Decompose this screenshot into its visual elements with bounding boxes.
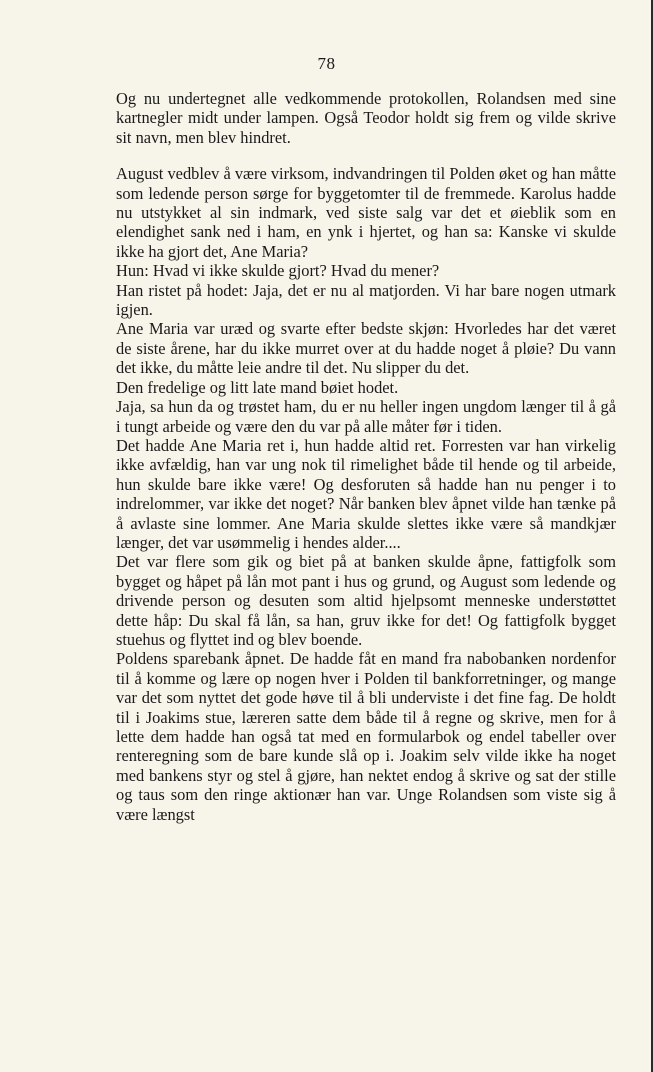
- page-number: 78: [317, 54, 336, 73]
- paragraph: Han ristet på hodet: Jaja, det er nu al matjorden. Vi har bare nogen utmark igjen.: [116, 280, 616, 320]
- paragraph: Jaja, sa hun da og trøstet ham, du er nu heller ingen ungdom længer til å gå i tungt arbeide og være den du var på alle måter før i tiden.: [116, 397, 616, 436]
- paragraph: Hun: Hvad vi ikke skulde gjort? Hvad du mener?: [116, 261, 440, 281]
- paragraph: Ane Maria var uræd og svarte efter bedste skjøn: Hvorledes har det været de siste årene, har du ikke murret over at du hadde noget å pløie? Du vann det ikke, du måtte leie andre til det. Nu slipper du det.: [116, 319, 616, 378]
- paragraph: August vedblev å være virksom, indvandringen til Polden øket og han måtte som ledende person sørge for byggetomter til de fremmede. Karolus hadde nu utstykket al sin indmark, ved siste salg var det et øieblik som en elendighet sank ned i ham, en ynk i hjertet, og han sa: Kanske vi skulde ikke ha gjort det, Ane Maria?: [116, 164, 616, 261]
- paragraph: Det var flere som gik og biet på at banken skulde åpne, fattigfolk som bygget og håpet på lån mot pant i hus og grund, og August som ledende og drivende person og desuten som altid hjelpsomt menneske understøttet dette håp: Du skal få lån, sa han, gruv ikke for det! Og fattigfolk bygget stuehus og flyttet ind og blev boende.: [116, 552, 616, 649]
- paragraph: Den fredelige og litt late mand bøiet hodet.: [116, 377, 399, 397]
- paragraph: Poldens sparebank åpnet. De hadde fåt en mand fra nabobanken nordenfor til å komme og lære op nogen hver i Polden til bankforretninger, og mange var det som nyttet det gode høve til å bli underviste i det fine fag. De holdt til i Joakims stue, læreren satte dem både til å regne og skrive, men for å lette dem hadde han også tat med en formularbok og endel tabeller over renteregning som de bare kunde slå op i. Joakim selv vilde ikke ha noget med bankens styr og stel å gjøre, han nektet endog å skrive og sat der stille og taus som den ringe aktionær han var. Unge Rolandsen som viste sig å være længst: [116, 649, 616, 824]
- paragraph: Det hadde Ane Maria ret i, hun hadde altid ret. Forresten var han virkelig ikke avfældig, han var ung nok til rimelighet både til hende og til arbeide, hun skulde bare ikke være! Og desforuten så hadde han nu penger i to indrelommer, var ikke det noget? Når banken blev åpnet vilde han tænke på å avlaste sine lommer. Ane Maria skulde slettes ikke være så mandkjær længer, det var usømmelig i hendes alder....: [116, 435, 616, 552]
- paragraph: Og nu undertegnet alle vedkommende protokollen, Rolandsen med sine kartnegler midt under lampen. Også Teodor holdt sig frem og vilde skrive sit navn, men blev hindret.: [116, 89, 616, 147]
- page-text: [116, 89, 616, 824]
